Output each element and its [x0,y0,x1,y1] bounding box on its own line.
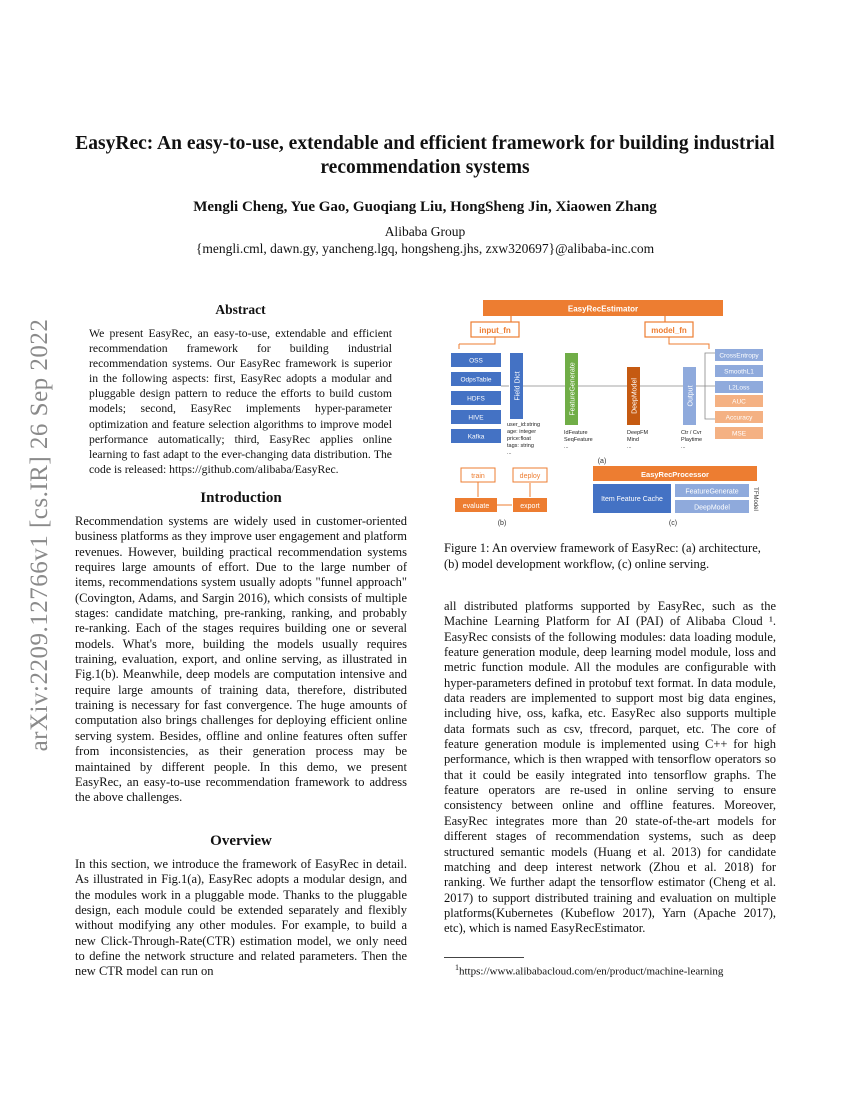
loss-label: SmoothL1 [724,368,754,376]
field-dict-label: Field Dict [514,371,522,401]
panel-a-label: (a) [597,458,607,465]
data-sources [451,353,501,443]
source-label: HDFS [467,395,485,403]
panel-b-label: (b) [497,520,507,527]
metric-label: AUC [732,398,746,406]
arxiv-identifier [20,300,60,770]
loss-label: L2Loss [728,384,750,392]
estimator-label: EasyRecEstimator [567,304,639,314]
input-fn-label: input_fn [479,326,511,335]
field-dict-line: age: integer [507,429,537,435]
output-details [681,430,702,450]
feature-generate-line: ... [564,444,569,450]
source-label: OSS [469,357,483,365]
metric-label: Accuracy [725,414,753,422]
figure-1-diagram [447,297,767,529]
arxiv-identifier-text: arXiv:2209.12766v1 [cs.IR] 26 Sep 2022 [26,318,53,752]
field-dict-line: user_id:string [507,422,541,428]
affiliation: Alibaba Group [384,224,466,239]
tfmodel-label: TFModel [752,487,758,511]
output-line: ... [681,444,686,450]
deploy-label: deploy [519,473,541,480]
source-label: Kafka [467,433,485,441]
feature-generate-line: IdFeature [564,430,588,436]
deep-model-label: DeepModel [631,378,639,414]
footnote-text: https://www.alibabacloud.com/en/product/machine-learning [459,965,724,978]
overview-heading: Overview [210,833,272,849]
footnote [455,963,723,978]
metric-functions [715,395,763,439]
field-dict-line: tags: string [507,443,534,449]
abstract-heading: Abstract [215,302,266,317]
author-list: Mengli Cheng, Yue Gao, Guoqiang Liu, HongSheng Jin, Xiaowen Zhang [193,199,657,215]
deep-model-line: ... [627,444,632,450]
right-column-text: all distributed platforms supported by EasyRec, such as the Machine Learning Platform for AI (PAI) of Alibaba Cloud ¹. EasyRec consists of the following modules: data loading module, feature generation module, deep learning model module, loss and metric function module. All the modules are configurable with hyper-parameters defined in protobuf text format. In data module, data readers are implemented to support most big data engines, including hive, oss, kafka, etc. EasyRec also supports multiple data formats such as csv, tfrecord, parquet, etc. The core of feature generation module is implemented using C++ for high performance, which is then wrapped with tensorflow operators so that it could be easily integrated into tensorflow graphs. The feature operators are re-used in online serving to ensure consistency between online and offline features. Moreover, EasyRec integrates more than 20 state-of-the-art models for different stages of recommendation systems, such as deep structured semantic models (Huang et al. 2013) for candidate matching and deep interest network (Zhou et al. 2018) for ranking. We further adapt the tensorflow estimator (Cheng et al. 2017) to support distributed training and evaluation on multiple platforms(Kubernetes (Kubeflow 2017), Yarn (Apache 2017), etc), which is named EasyRecEstimator. [444,599,776,936]
deep-model-line: Mind [627,437,639,443]
loss-functions [715,349,763,393]
field-dict-line: ... [507,450,512,456]
source-label: HIVE [468,414,484,422]
feature-generate-details [564,430,593,450]
footnote-mark: 1 [455,963,459,972]
output-label: Output [687,385,695,407]
proc-feature-label: FeatureGenerate [685,488,739,496]
field-dict-details [507,422,540,456]
footnote-rule [444,957,524,958]
train-label: train [471,473,485,480]
model-fn-label: model_fn [651,326,687,335]
item-cache-label: Item Feature Cache [601,496,663,503]
author-emails: {mengli.cml, dawn.gy, yancheng.lgq, hongsheng.jhs, zxw320697}@alibaba-inc.com [195,241,655,256]
abstract-text: We present EasyRec, an easy-to-use, extendable and efficient recommendation framework for building industrial recommendation systems. Our EasyRec framework is superior in the following aspects: first, EasyRec adopts a modular and pluggable design pattern to reduce the efforts to build custom models; second, EasyRec implements hyper-parameter optimization and feature selection algorithms to improve model performance automatically; third, EasyRec applies online learning to fast adapt to the ever-changing data distribution. The code is released: https://github.com/alibaba/EasyRec. [89,327,392,476]
output-line: Playtime [681,437,703,443]
evaluate-label: evaluate [462,503,490,510]
panel-c-label: (c) [668,520,678,527]
feature-generate-line: SeqFeature [564,437,593,443]
deep-model-details [627,430,649,450]
deep-model-line: DeepFM [627,430,649,436]
export-label: export [520,503,540,510]
source-label: OdpsTable [460,376,492,384]
overview-text: In this section, we introduce the framework of EasyRec in detail. As illustrated in Fig.1(a), EasyRec adopts a modular design, and the modules work in a pluggable mode. Thanks to the pluggable design, each module could be extended separately and flexibly without modifying any other modules. For example, to build a new Click-Through-Rate(CTR) estimation model, we only need to define the network structure and related parameters. Then the new CTR model can run on [75,857,407,979]
feature-generate-label: FeatureGenerate [569,362,577,416]
processor-label: EasyRecProcessor [641,470,709,479]
introduction-text: Recommendation systems are widely used in customer-oriented business platforms as they improve user engagement and platform revenues. However, building practical recommendation systems requires large amounts of effort. Due to the large number of items, recommendations system usually adopts "funnel approach" (Covington, Adams, and Sargin 2016), which consists of multiple stages: candidate matching, pre-ranking, ranking, and probably re-ranking. Each of the stages requires building one or several models. What's more, building the models usually requires training, evaluation, export, and online serving, as illustrated in Fig.1(b). Meanwhile, deep models are computation intensive and require large amounts of training data, therefore, distributed training is necessary for fast convergence. The huge amounts of computation also brings challenges for deploying efficient online serving system. Besides, offline and online features often suffer from inconsistencies, as their generation process may be maintained by different people. In this demo, we present EasyRec, an easy-to-use recommendation framework to address the above challenges. [75,514,407,805]
loss-label: CrossEntropy [719,352,759,360]
output-line: Ctr / Cvr [681,430,702,436]
proc-model-label: DeepModel [694,504,730,512]
paper-title: EasyRec: An easy-to-use, extendable and efficient framework for building industrial recommendation systems [75,133,775,178]
affiliation-block [60,223,790,257]
field-dict-line: price:float [507,436,531,442]
introduction-heading: Introduction [200,490,282,506]
figure-1-caption: Figure 1: An overview framework of EasyRec: (a) architecture, (b) model development workflow, (c) online serving. [444,541,761,571]
metric-label: MSE [731,430,747,438]
